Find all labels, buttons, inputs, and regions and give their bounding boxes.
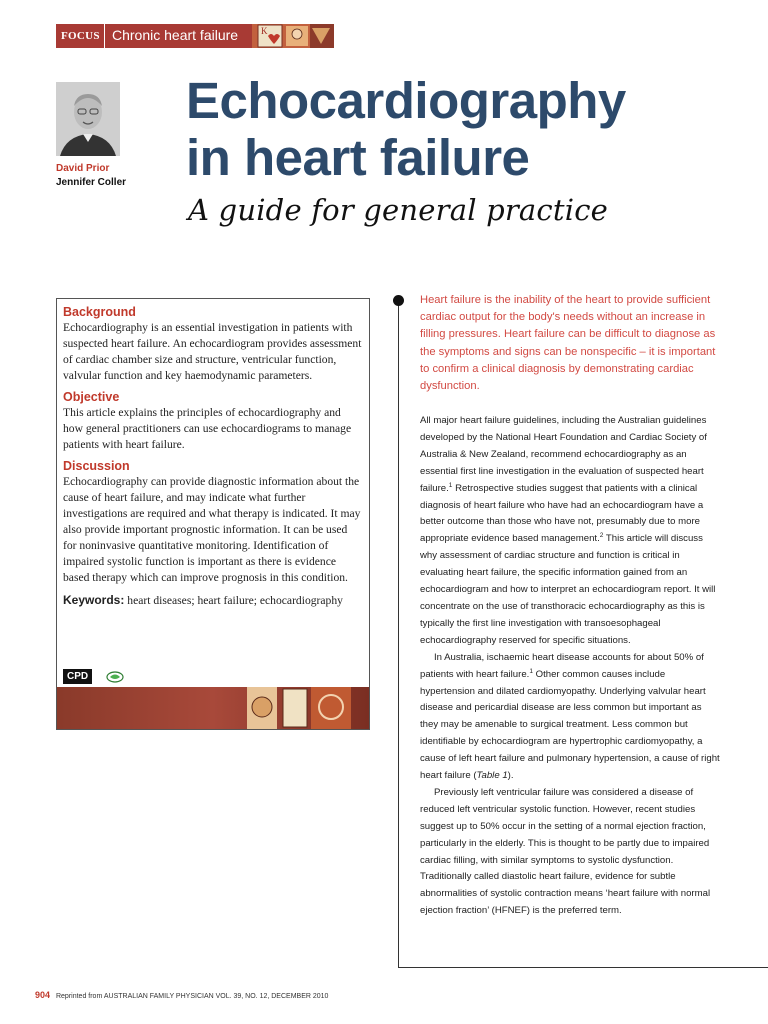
article-title	[186, 72, 746, 186]
keywords-text: heart diseases; heart failure; echocardiography	[127, 594, 343, 607]
section-header-bar	[56, 24, 334, 48]
playing-card-illustration	[252, 24, 334, 48]
discussion-text: Echocardiography can provide diagnostic information about the cause of heart failure, and may indicate what further investigations are required and what therapy is indicated. It may also provide important prognostic information. It can be used for noninvasive quantitative monitoring. Identification of impaired systolic function is important as there is evidence based therapy which can improve prognosis in this condition.	[63, 475, 361, 584]
page-footer	[35, 990, 328, 1000]
body-paragraph	[420, 413, 720, 650]
abstract-footer-illustration	[57, 687, 369, 729]
body-paragraph: Previously left ventricular failure was considered a disease of reduced left ventricular systolic function. However, recent studies suggest up to 50% occur in the setting of a normal ejection fraction, particularly in the elderly. This is thought to be partly due to impaired cardiac filling, with similar symptoms to systolic dysfunction. Traditionally called diastolic heart failure, evidence for subtle abnormalities of systolic contraction means ‘heart failure with normal ejection fraction’ (HFNEF) is the preferred term.	[420, 786, 711, 917]
column-rule-horizontal	[398, 967, 768, 968]
background-text: Echocardiography is an essential investigation in patients with suspected heart failure. An echocardiogram provides assessment of cardiac chamber size and structure, ventricular function, valvular function and key haemodynamic parameters.	[63, 321, 362, 382]
article-subtitle: A guide for general practice	[188, 193, 608, 227]
section-label: Chronic heart failure	[112, 27, 239, 43]
body-text: All major heart failure guidelines, including the Australian guidelines developed by the National Heart Foundation and Cardiac Society of Australia & New Zealand, recommend echocardiography as an essential first line investigation in the evaluation of suspected heart failure.	[420, 415, 707, 494]
citation-ref: 1	[529, 667, 533, 675]
cpd-badges	[63, 669, 124, 684]
objective-heading: Objective	[63, 390, 120, 404]
page-number: 904	[35, 990, 51, 1000]
keywords	[63, 592, 363, 609]
body-text: Retrospective studies suggest that patients with a clinical diagnosis of heart failure who have had an echocardiogram have a better outcome than those who have not, presumably due to more appropriate evidence based management.	[420, 482, 704, 545]
author-name: Jennifer Coller	[56, 177, 127, 188]
abstract-content	[63, 305, 363, 609]
svg-text:K: K	[261, 26, 268, 36]
intro-paragraph: Heart failure is the inability of the heart to provide sufficient cardiac output for the body's needs without an increase in filling pressures. Heart failure can be difficult to diagnose as the symptoms and signs can be nonspecific – it is important to confirm a clinical diagnosis by demonstrating cardiac dysfunction.	[420, 294, 716, 393]
body-text: In Australia, ischaemic heart disease accounts for about 50% of patients with heart failure.	[420, 651, 704, 680]
citation-ref: 1	[448, 481, 453, 489]
body-text: ).	[507, 770, 514, 782]
body-paragraph	[420, 650, 720, 785]
qi-leaf-icon	[106, 671, 124, 683]
header-divider	[104, 24, 105, 48]
focus-label: FOCUS	[61, 30, 100, 42]
body-text: Other common causes include hypertension and dilated cardiomyopathy. Underlying valvular heart disease and pericardial disease are less common but important as they may be amenable to surgical treatment. Less common but identifiable by echocardiogram are hypertrophic cardiomyopathy, a cause of left heart failure and pulmonary hypertension, a cause of right heart failure (	[420, 668, 720, 782]
column-rule-vertical	[398, 300, 399, 968]
author-name: David Prior	[56, 163, 110, 174]
body-column	[420, 413, 720, 920]
author-portrait-image	[56, 82, 120, 156]
discussion-heading: Discussion	[63, 459, 130, 473]
objective-text: This article explains the principles of echocardiography and how general practitioners can use echocardiograms to manage patients with heart failure.	[63, 406, 352, 451]
title-line: in heart failure	[186, 129, 530, 186]
column-rule-dot	[393, 295, 404, 306]
author-photo	[56, 82, 120, 156]
reprint-note: Reprinted from AUSTRALIAN FAMILY PHYSICIAN VOL. 39, NO. 12, DECEMBER 2010	[55, 993, 329, 1000]
keywords-label: Keywords:	[63, 593, 125, 607]
abstract-box	[56, 298, 370, 730]
citation-ref: 2	[599, 532, 604, 540]
background-heading: Background	[63, 305, 136, 319]
body-text: This article will discuss why assessment of cardiac structure and function is critical in evaluating heart failure, the specific information gained from an echocardiogram and how to interpret an echocardiogram report. It will concentrate on the use of transthoracic echocardiography as this is typically the first line investigation with transoesophageal echocardiography reserved for specific situations.	[420, 533, 716, 646]
table-reference: Table 1	[476, 770, 508, 782]
cpd-badge: CPD	[63, 669, 92, 684]
title-line: Echocardiography	[186, 72, 626, 129]
